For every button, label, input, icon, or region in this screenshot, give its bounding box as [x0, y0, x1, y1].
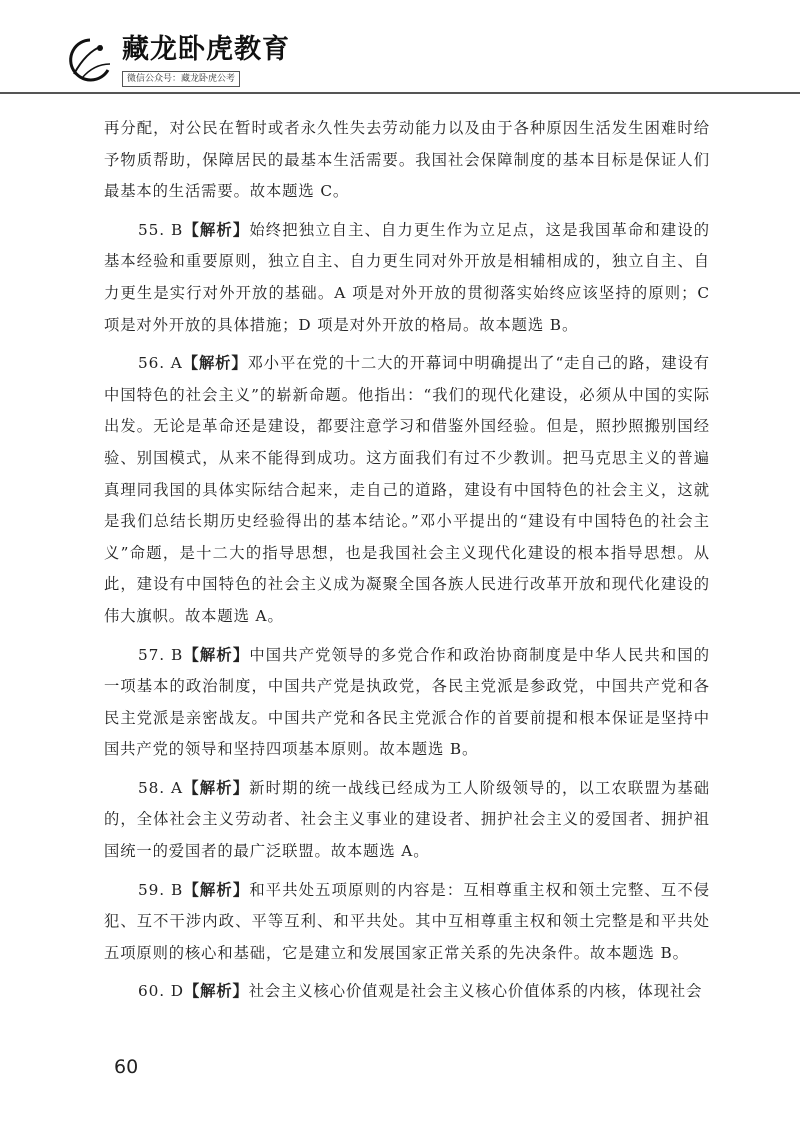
brand-subtitle: 微信公众号：藏龙卧虎公考	[122, 71, 240, 87]
analysis-label: 【解析】	[183, 645, 250, 664]
paragraph-text: 始终把独立自主、自力更生作为立足点，这是我国革命和建设的基本经验和重要原则，独立自主、自力更生同对外开放是相辅相成的，独立自主、自力更生是实行对外开放的基础。A 项是对外开放的贯彻落实始终应该坚持的原则；C 项是对外开放的具体措施；D 项是对外开放的格局。故本题选 B。	[104, 220, 711, 334]
answer-60	[104, 976, 710, 1008]
analysis-label: 【解析】	[183, 880, 250, 899]
page-number: 60	[114, 1056, 139, 1078]
answer-55	[104, 215, 710, 341]
analysis-label: 【解析】	[183, 778, 250, 797]
paragraph-text: 中国共产党领导的多党合作和政治协商制度是中华人民共和国的一项基本的政治制度，中国共产党是执政党，各民主党派是参政党，中国共产党和各民主党派是亲密战友。中国共产党和各民主党派合作的首要前提和根本保证是坚持中国共产党的领导和坚持四项基本原则。故本题选 B。	[104, 645, 711, 759]
question-number: 59. B	[138, 880, 184, 899]
question-number: 55. B	[138, 220, 184, 239]
question-number: 56. A	[138, 354, 183, 373]
brand-logo	[64, 34, 116, 86]
page-header	[0, 0, 800, 90]
header-divider	[0, 92, 800, 94]
paragraph-text: 再分配，对公民在暂时或者永久性失去劳动能力以及由于各种原因生活发生困难时给予物质帮助，保障居民的最基本生活需要。我国社会保障制度的基本目标是保证人们最基本的生活需要。故本题选 C。	[104, 119, 710, 201]
paragraph-text: 社会主义核心价值观是社会主义核心价值体系的内核，体现社会	[248, 982, 703, 1001]
question-number: 58. A	[138, 778, 184, 797]
analysis-label: 【解析】	[182, 354, 248, 373]
analysis-label: 【解析】	[183, 982, 249, 1001]
answer-explanations	[104, 113, 710, 1015]
paragraph-text: 和平共处五项原则的内容是：互相尊重主权和领土完整、互不侵犯、互不干涉内政、平等互利、和平共处。其中互相尊重主权和领土完整是和平共处五项原则的核心和基础，它是建立和发展国家正常关系的先决条件。故本题选 B。	[104, 880, 711, 962]
answer-56	[104, 348, 710, 632]
continued-paragraph	[104, 113, 710, 208]
analysis-label: 【解析】	[183, 220, 250, 239]
question-number: 60. D	[138, 982, 184, 1001]
brand-title: 藏龙卧虎教育	[122, 34, 290, 65]
answer-57	[104, 640, 710, 766]
paragraph-text: 新时期的统一战线已经成为工人阶级领导的，以工农联盟为基础的，全体社会主义劳动者、社会主义事业的建设者、拥护社会主义的爱国者、拥护祖国统一的爱国者的最广泛联盟。故本题选 A。	[104, 778, 710, 861]
answer-58	[104, 773, 710, 868]
answer-59	[104, 875, 710, 970]
question-number: 57. B	[138, 645, 184, 664]
paragraph-text: 邓小平在党的十二大的开幕词中明确提出了“走自己的路，建设有中国特色的社会主义”的崭新命题。他指出：“我们的现代化建设，必须从中国的实际出发。无论是革命还是建设，都要注意学习和借鉴外国经验。但是，照抄照搬别国经验、别国模式，从来不能得到成功。这方面我们有过不少教训。把马克思主义的普遍真理同我国的具体实际结合起来，走自己的道路，建设有中国特色的社会主义，这就是我们总结长期历史经验得出的基本结论。”邓小平提出的“建设有中国特色的社会主义”命题，是十二大的指导思想，也是我国社会主义现代化建设的根本指导思想。从此，建设有中国特色的社会主义成为凝聚全国各族人民进行改革开放和现代化建设的伟大旗帜。故本题选 A。	[104, 354, 710, 625]
